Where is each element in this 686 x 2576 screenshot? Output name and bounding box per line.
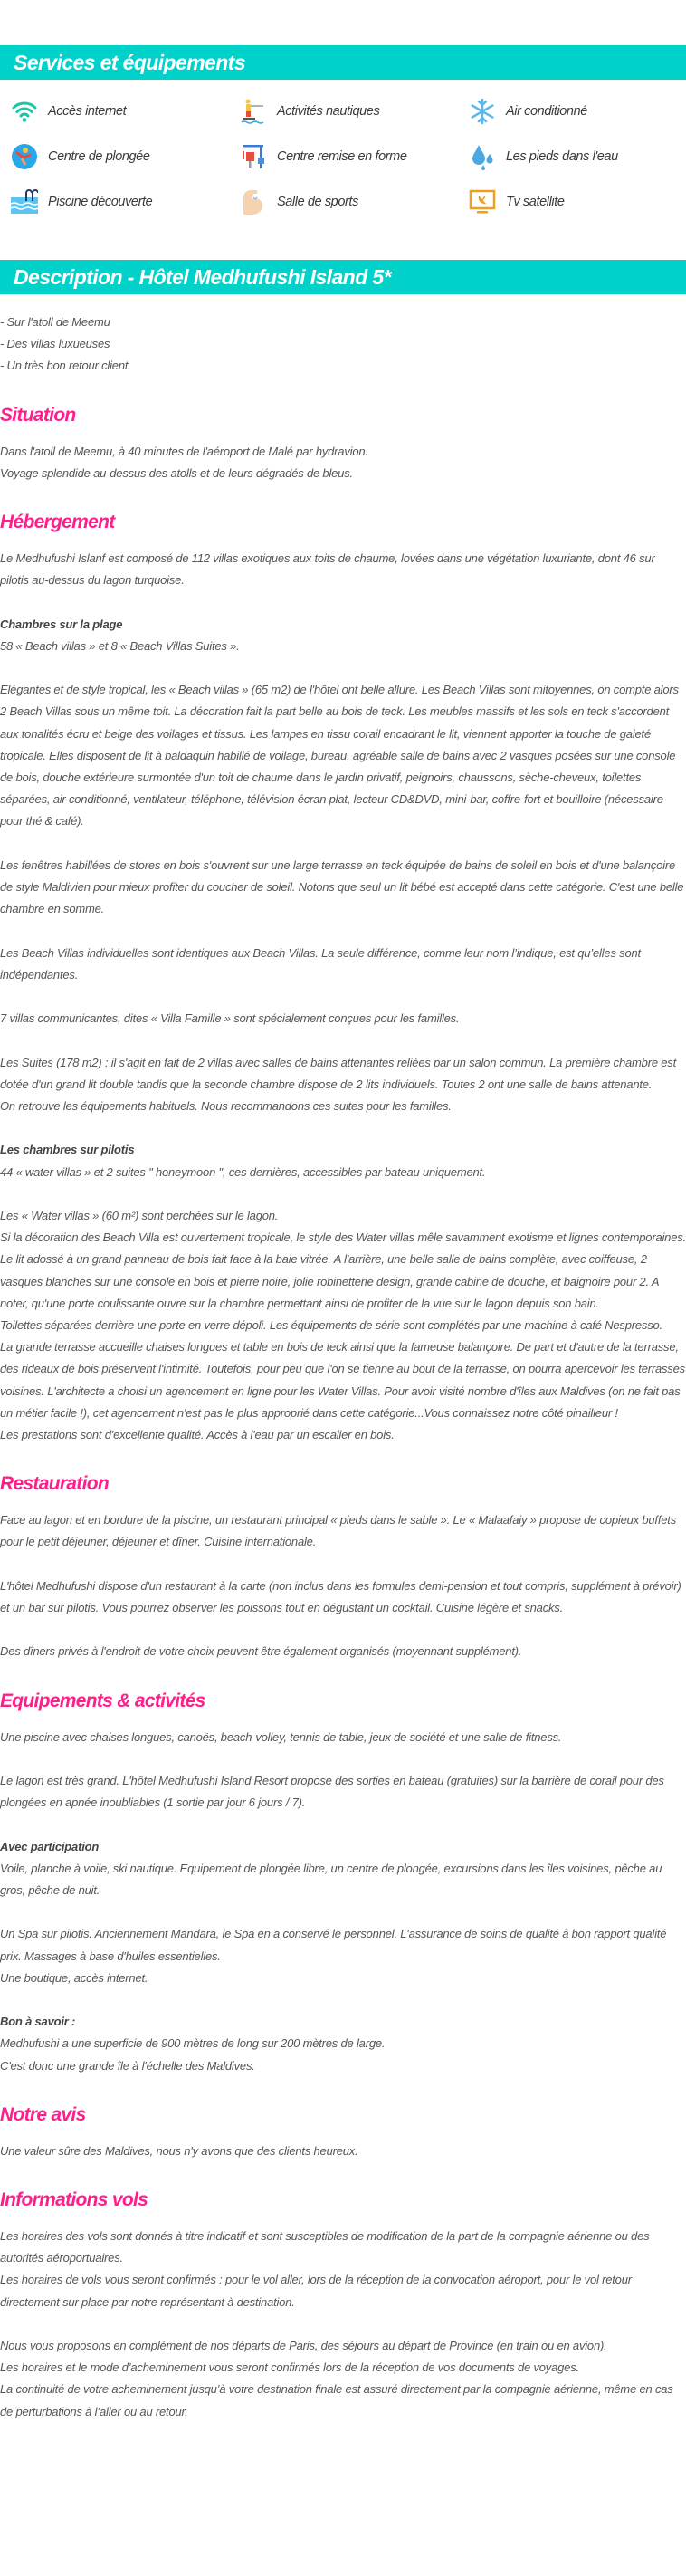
paragraph-line: Une boutique, accès internet. <box>0 1970 148 1985</box>
paragraph-line: Les Suites (178 m2) : il s'agit en fait de 2 villas avec salles de bains attenantes reliées par un salon commun. La première chambre est dotée d'un grand lit double tandis que la seconde chambre dispose de 2 lits individuels. Toutes 2 ont une salle de bains attenante. <box>0 1055 677 1091</box>
paragraph-subtitle: Les chambres sur pilotis <box>0 1143 135 1157</box>
paragraph <box>0 548 686 591</box>
paragraph-line: Medhufushi a une superficie de 900 mètres de long sur 200 mètres de large. <box>0 2036 386 2051</box>
paragraph <box>0 1770 686 1814</box>
paragraph-line: Un Spa sur pilotis. Anciennement Mandara, le Spa en a conservé le personnel. L'assurance de soins de qualité à bon rapport qualité prix. Massages à base d'huiles essentielles. <box>0 1927 667 1963</box>
paragraph-line: Les « Water villas » (60 m²) sont perchées sur le lagon. <box>0 1208 279 1222</box>
highlight-item: - Un très bon retour client <box>0 359 129 373</box>
amenity-label: Activités nautiques <box>277 104 380 119</box>
amenity-item <box>11 134 240 179</box>
amenity-label: Les pieds dans l'eau <box>506 149 618 164</box>
amenity-item <box>240 134 469 179</box>
paragraph-line: La continuité de votre acheminement jusqu’à votre destination finale est assuré directement par la compagnie aérienne, même en cas de perturbations à l’aller ou au retour. <box>0 2382 673 2418</box>
paragraph-subtitle: Bon à savoir : <box>0 2015 76 2029</box>
section-heading: Hébergement <box>0 512 115 533</box>
pool-icon <box>11 188 38 215</box>
services-title: Services et équipements <box>14 50 245 74</box>
amenity-item <box>469 89 686 134</box>
section-heading: Informations vols <box>0 2189 148 2210</box>
amenity-label: Salle de sports <box>277 195 358 209</box>
amenity-label: Centre de plongée <box>48 149 150 164</box>
paragraph-line: Le lagon est très grand. L'hôtel Medhufushi Island Resort propose des sorties en bateau (gratuites) sur la barrière de corail pour des plongées en apnée inoubliables (1 sortie par jour 6 jours / 7). <box>0 1774 664 1810</box>
amenity-label: Accès internet <box>48 104 127 119</box>
paragraph-line: Dans l'atoll de Meemu, à 40 minutes de l'aéroport de Malé par hydravion. <box>0 444 368 458</box>
amenity-label: Tv satellite <box>506 195 565 209</box>
muscle-arm-icon <box>240 188 267 215</box>
paragraph <box>0 1052 686 1118</box>
amenity-item <box>469 134 686 179</box>
water-drops-icon <box>469 143 496 170</box>
paragraph <box>0 441 686 484</box>
amenity-label: Centre remise en forme <box>277 149 407 164</box>
highlight-item: - Sur l'atoll de Meemu <box>0 315 110 329</box>
paragraph <box>0 943 686 986</box>
paragraph <box>0 855 686 921</box>
paragraph-line: 58 « Beach villas » et 8 « Beach Villas Suites ». <box>0 638 240 653</box>
paragraph <box>0 1923 686 1989</box>
paragraph-line: 44 « water villas » et 2 suites " honeymoon ", ces dernières, accessibles par bateau uniquement. <box>0 1164 486 1179</box>
paragraph-line: Les prestations sont d'excellente qualité. Accès à l'eau par un escalier en bois. <box>0 1428 395 1442</box>
fitness-machine-icon <box>240 143 267 170</box>
paragraph <box>0 2140 686 2162</box>
section-heading: Notre avis <box>0 2103 86 2125</box>
paragraph-line: Voyage splendide au-dessus des atolls et de leurs dégradés de bleus. <box>0 465 353 480</box>
description-banner <box>0 260 686 294</box>
paragraph-line: Des dîners privés à l'endroit de votre choix peuvent être également organisés (moyennant supplément). <box>0 1644 522 1659</box>
paragraph <box>0 1727 686 1748</box>
water-skiing-icon <box>240 98 267 125</box>
section-body <box>0 1509 686 1662</box>
paragraph-line: C'est donc une grande île à l'échelle des Maldives. <box>0 2058 255 2073</box>
paragraph-line: Nous vous proposons en complément de nos départs de Paris, des séjours au départ de Province (en train ou en avion). <box>0 2339 607 2352</box>
paragraph-line: Si la décoration des Beach Villa est ouvertement tropicale, le style des Water villas mêle savamment exotisme et lignes contemporaines. Le lit adossé à un grand panneau de bois fait face à la baie vitrée. A l'arrière, une belle salle de bains complète, avec coiffeuse, 2 vasques blanches sur une console en bois et pierre noire, jolie robinetterie design, grande cabine de douche, et baignoire pour 2. A noter, qu'une porte coulissante ouvre sur la chambre permettant ainsi de profiter de la vue sur le lagon depuis son bain. <box>0 1231 686 1310</box>
diving-icon <box>11 143 38 170</box>
paragraph-subtitle: Chambres sur la plage <box>0 617 123 631</box>
paragraph-line: 7 villas communicantes, dites « Villa Famille » sont spécialement conçues pour les familles. <box>0 1011 460 1026</box>
paragraph <box>0 2226 686 2313</box>
amenity-label: Air conditionné <box>506 104 587 119</box>
section-body <box>0 2140 686 2162</box>
paragraph-line: L'hôtel Medhufushi dispose d'un restaurant à la carte (non inclus dans les formules demi-pension et tout compris, supplément à prévoir) et un bar sur pilotis. Vous pourrez observer les poissons tout en dégustant un cocktail. Cuisine légère et snacks. <box>0 1578 681 1615</box>
paragraph-line: Voile, planche à voile, ski nautique. Equipement de plongée libre, un centre de plongée, excursions dans les îles voisines, pêche au gros, pêche de nuit. <box>0 1861 662 1897</box>
paragraph-line: Les horaires de vols vous seront confirmés : pour le vol aller, lors de la réception de la convocation aéroport, pour le vol retour directement sur place par notre représentant à destination. <box>0 2273 632 2309</box>
paragraph-line: Le Medhufushi Islanf est composé de 112 villas exotiques aux toits de chaume, lovées dans une végétation luxuriante, dont 46 sur pilotis au-dessus du lagon turquoise. <box>0 551 655 588</box>
paragraph <box>0 1139 686 1183</box>
amenity-label: Piscine découverte <box>48 195 153 209</box>
highlight-item: - Des villas luxueuses <box>0 337 110 351</box>
section-body <box>0 548 686 1446</box>
amenities-grid <box>0 80 686 260</box>
paragraph-line: Les horaires et le mode d’acheminement vous seront confirmés lors de la réception de vos documents de voyages. <box>0 2361 579 2375</box>
satellite-tv-icon <box>469 188 496 215</box>
paragraph-line: On retrouve les équipements habituels. Nous recommandons ces suites pour les familles. <box>0 1099 452 1113</box>
paragraph-line: Les fenêtres habillées de stores en bois s'ouvrent sur une large terrasse en teck équipée de bains de soleil en bois et d'une balançoire de style Maldivien pour mieux profiter du coucher de soleil. Notons que seul un lit bébé est accepté dans cette catégorie. C'est une belle chambre en somme. <box>0 857 684 916</box>
section-heading: Situation <box>0 404 76 426</box>
amenity-item <box>240 179 469 225</box>
paragraph <box>0 1641 686 1662</box>
paragraph <box>0 1008 686 1029</box>
paragraph-line: Elégantes et de style tropical, les « Beach villas » (65 m2) de l'hôtel ont belle allure. Les Beach Villas sont mitoyennes, on compte alors 2 Beach Villas sous un même toit. La décoration fait la part belle au bois de teck. Les meubles massifs et les sols en teck s'accordent aux tonalités écru et beige des voilages et tissus. Les lampes en tissu corail encadrant le lit, viennent apporter la touche de gaieté tropicale. Elles disposent de lit à baldaquin habillé de voilage, bureau, agréable salle de bains avec 2 vasques posées sur une console de bois, douche extérieure surmontée d'un toit de chaume dans le jardin privatif, peignoirs, chaussons, sèche-cheveux, toilettes séparées, air conditionné, ventilateur, téléphone, télévision écran plat, lecteur CD&DVD, mini-bar, coffre-fort et bouilloire (nécessaire pour thé & café). <box>0 683 679 828</box>
section-body <box>0 1727 686 2077</box>
amenity-item <box>469 179 686 225</box>
paragraph <box>0 679 686 832</box>
amenity-item <box>11 89 240 134</box>
paragraph-line: Toilettes séparées derrière une porte en verre dépoli. Les équipements de série sont complétés par une machine à café Nespresso. <box>0 1318 662 1332</box>
snowflake-icon <box>469 98 496 125</box>
paragraph-line: Les horaires des vols sont donnés à titre indicatif et sont susceptibles de modification de la part de la compagnie aérienne ou des autorités aéroportuaires. <box>0 2229 650 2265</box>
paragraph-line: Une piscine avec chaises longues, canoës, beach-volley, tennis de table, jeux de société et une salle de fitness. <box>0 1729 562 1744</box>
paragraph <box>0 2335 686 2423</box>
section-heading: Restauration <box>0 1473 109 1495</box>
paragraph-subtitle: Avec participation <box>0 1839 100 1853</box>
paragraph-line: Les Beach Villas individuelles sont identiques aux Beach Villas. La seule différence, comme leur nom l’indique, est qu’elles sont indépendantes. <box>0 945 641 982</box>
paragraph <box>0 1509 686 1553</box>
services-banner <box>0 45 686 80</box>
paragraph <box>0 1836 686 1902</box>
paragraph-line: Une valeur sûre des Maldives, nous n'y avons que des clients heureux. <box>0 2143 358 2158</box>
paragraph <box>0 2011 686 2077</box>
section-heading: Equipements & activités <box>0 1690 205 1711</box>
paragraph <box>0 1205 686 1446</box>
description-title: Description - Hôtel Medhufushi Island 5* <box>14 264 391 289</box>
description-content <box>0 311 686 2423</box>
paragraph <box>0 614 686 657</box>
wifi-icon <box>11 98 38 125</box>
paragraph-line: La grande terrasse accueille chaises longues et table en bois de teck ainsi que la fameuse balançoire. De part et d'autre de la terrasse, des rideaux de bois préservent l'intimité. Toutefois, pour peu que l'on se tienne au bout de la terrasse, on pourra apercevoir les terrasses voisines. L'architecte a choisi un agencement en ligne pour les Water Villas. Pour avoir visité nombre d'îles aux Maldives (on ne fait pas un métier facile !), cet agencement n'est pas le plus approprié dans cette catégorie...Vous connaissez notre côté pinailleur ! <box>0 1340 685 1420</box>
amenity-item <box>240 89 469 134</box>
amenity-item <box>11 179 240 225</box>
paragraph-line: Face au lagon et en bordure de la piscine, un restaurant principal « pieds dans le sable ». Le « Malaafaiy » propose de copieux buffets pour le petit déjeuner, déjeuner et dîner. Cuisine internationale. <box>0 1513 677 1549</box>
paragraph <box>0 1575 686 1619</box>
highlights-list <box>0 311 686 378</box>
section-body <box>0 441 686 484</box>
section-body <box>0 2226 686 2423</box>
